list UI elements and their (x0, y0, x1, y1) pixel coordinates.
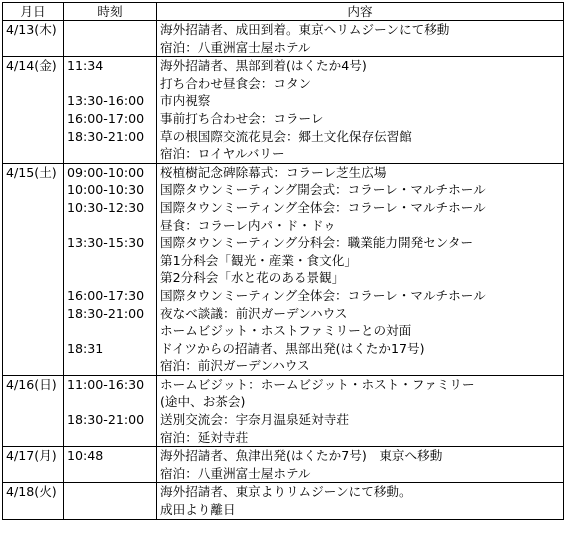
time-line: 18:31 (67, 340, 104, 356)
content-line: 事前打ち合わせ会：コラーレ (160, 110, 324, 126)
time-line (67, 269, 153, 287)
content-line: 草の根国際交流花見会：郷土文化保存伝習館 (160, 128, 412, 144)
content-line: 第2分科会「水と花のある景観」 (160, 270, 345, 286)
header-content: 内容 (157, 3, 564, 21)
row-contents (157, 483, 564, 519)
time-line (67, 39, 153, 57)
row-contents (157, 375, 564, 446)
content-line: ホームビジット：ホームビジット・ホスト・ファミリー (160, 376, 475, 392)
time-line: 18:30-21:00 (67, 128, 145, 144)
header-time: 時刻 (64, 3, 157, 21)
content-line: 宿泊：八重洲富士屋ホテル (160, 39, 311, 55)
row-contents (157, 447, 564, 483)
time-line (67, 21, 153, 39)
row-times (64, 447, 157, 483)
time-line (67, 75, 153, 93)
time-line: 11:00-16:30 (67, 376, 145, 392)
row-times (64, 375, 157, 446)
row-times (64, 21, 157, 57)
content-line: 国際タウンミーティング開会式：コラーレ・マルチホール (160, 182, 486, 198)
content-line: 夜なべ談議：前沢ガーデンハウス (160, 305, 348, 321)
header-row (3, 3, 564, 21)
time-line (67, 217, 153, 235)
content-line: 成田より離日 (160, 502, 236, 518)
time-line (67, 393, 153, 411)
content-line: 海外招請者、黒部到着(はくたか4号) (160, 58, 367, 74)
time-line: 18:30-21:00 (67, 305, 145, 321)
time-line: 10:00-10:30 (67, 182, 145, 198)
time-line: 13:30-16:00 (67, 93, 145, 109)
schedule-body (3, 21, 564, 520)
content-line: 海外招請者、魚津出発(はくたか7号) 東京へ移動 (160, 448, 443, 464)
time-line (67, 465, 153, 483)
content-line: ホームビジット・ホストファミリーとの対面 (160, 323, 412, 339)
content-line: 桜植樹記念碑除幕式：コラーレ芝生広場 (160, 164, 387, 180)
content-line: 宿泊：前沢ガーデンハウス (160, 358, 310, 374)
time-line (67, 357, 153, 375)
content-line: 海外招請者、成田到着。東京ヘリムジーンにて移動 (160, 22, 450, 37)
content-line: 昼食：コラーレ内パ・ド・ドゥ (160, 217, 336, 233)
schedule-row (3, 57, 564, 164)
content-line: 国際タウンミーティング全体会：コラーレ・マルチホール (160, 199, 486, 215)
content-line: 国際タウンミーティング分科会：職業能力開発センター (160, 235, 474, 251)
row-times (64, 57, 157, 164)
content-line: ドイツからの招請者、黒部出発(はくたか17号) (160, 340, 425, 356)
row-contents (157, 57, 564, 164)
schedule-row (3, 21, 564, 57)
row-date: 4/15(土) (3, 163, 64, 375)
row-date: 4/16(日) (3, 375, 64, 446)
content-line: 第1分科会「観光・産業・食文化」 (160, 252, 357, 268)
time-line: 16:00-17:00 (67, 110, 145, 126)
content-line: 市内視察 (160, 93, 211, 109)
content-line: 送別交流会：宇奈月温泉延対寺荘 (160, 412, 349, 428)
row-times (64, 483, 157, 519)
time-line: 10:30-12:30 (67, 199, 145, 215)
time-line: 10:48 (67, 448, 104, 464)
time-line: 18:30-21:00 (67, 412, 145, 428)
time-line: 09:00-10:00 (67, 164, 145, 180)
content-line: 国際タウンミーティング全体会：コラーレ・マルチホール (160, 287, 486, 303)
row-date: 4/18(火) (3, 483, 64, 519)
time-line (67, 483, 153, 501)
row-date: 4/13(木) (3, 21, 64, 57)
time-line (67, 145, 153, 163)
row-date: 4/17(月) (3, 447, 64, 483)
schedule-row (3, 483, 564, 519)
content-line: (途中、お茶会) (160, 394, 246, 410)
time-line (67, 252, 153, 270)
schedule-row (3, 163, 564, 375)
time-line: 13:30-15:30 (67, 235, 145, 251)
content-line: 宿泊：八重洲富士屋ホテル (160, 465, 311, 481)
row-date: 4/14(金) (3, 57, 64, 164)
schedule-row (3, 375, 564, 446)
time-line: 16:00-17:30 (67, 287, 145, 303)
row-contents (157, 163, 564, 375)
row-contents (157, 21, 564, 57)
header-date: 月日 (3, 3, 64, 21)
time-line: 11:34 (67, 58, 104, 74)
content-line: 海外招請者、東京よりリムジーンにて移動。 (160, 484, 412, 500)
time-line (67, 322, 153, 340)
content-line: 宿泊：ロイヤルバリー (160, 146, 285, 162)
content-line: 宿泊：延対寺荘 (160, 429, 249, 445)
time-line (67, 501, 153, 519)
schedule-row (3, 447, 564, 483)
schedule-table (2, 2, 564, 520)
row-times (64, 163, 157, 375)
time-line (67, 429, 153, 447)
content-line: 打ち合わせ昼食会：コタン (160, 75, 312, 91)
